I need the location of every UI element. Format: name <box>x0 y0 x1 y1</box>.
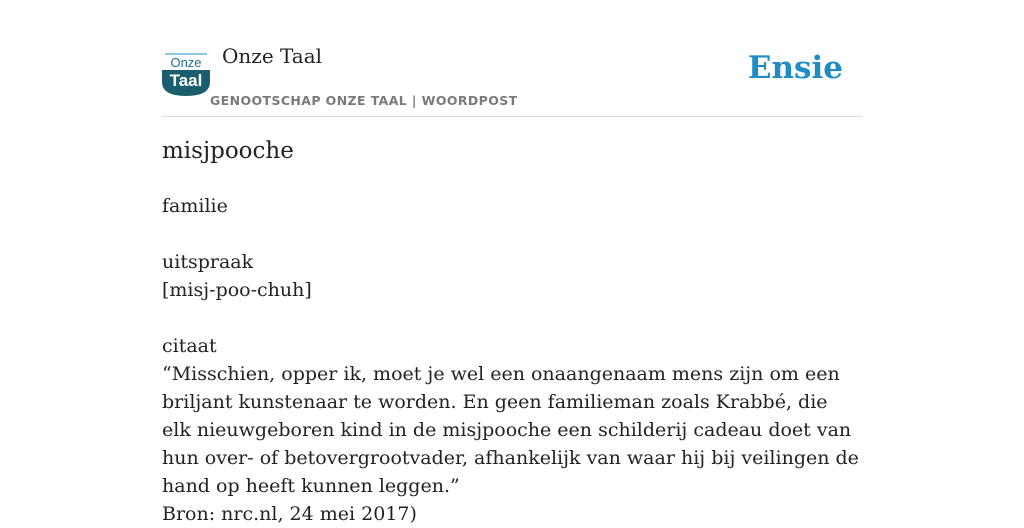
ensie-brand-logo[interactable]: Ensie <box>747 50 843 86</box>
entry-definition: familie <box>162 195 228 217</box>
site-subtitle: GENOOTSCHAP ONZE TAAL | WOORDPOST <box>210 93 518 108</box>
site-name[interactable]: Onze Taal <box>222 44 323 68</box>
quote-label: citaat <box>162 335 217 357</box>
logo-text-top: Onze <box>170 55 202 70</box>
onze-taal-logo[interactable] <box>162 52 210 96</box>
pronunciation-value: [misj-poo-chuh] <box>162 279 312 301</box>
quote-text: “Misschien, opper ik, moet je wel een onaangenaam mens zijn om een briljant kunstenaar te worden. En geen familieman zoals Krabbé, die elk nieuwgeboren kind in de misjpooche een schilderij cadeau doet van hun over- of betovergrootvader, afhankelijk van waar hij bij veilingen de hand op heeft kunnen leggen.” <box>162 363 859 497</box>
pronunciation-label: uitspraak <box>162 251 254 273</box>
header <box>162 0 862 117</box>
page <box>162 0 862 525</box>
quote-source: Bron: nrc.nl, 24 mei 2017) <box>162 503 417 525</box>
logo-text-bottom: Taal <box>169 71 203 90</box>
entry-body <box>162 192 862 528</box>
entry-headword: misjpooche <box>162 138 294 164</box>
